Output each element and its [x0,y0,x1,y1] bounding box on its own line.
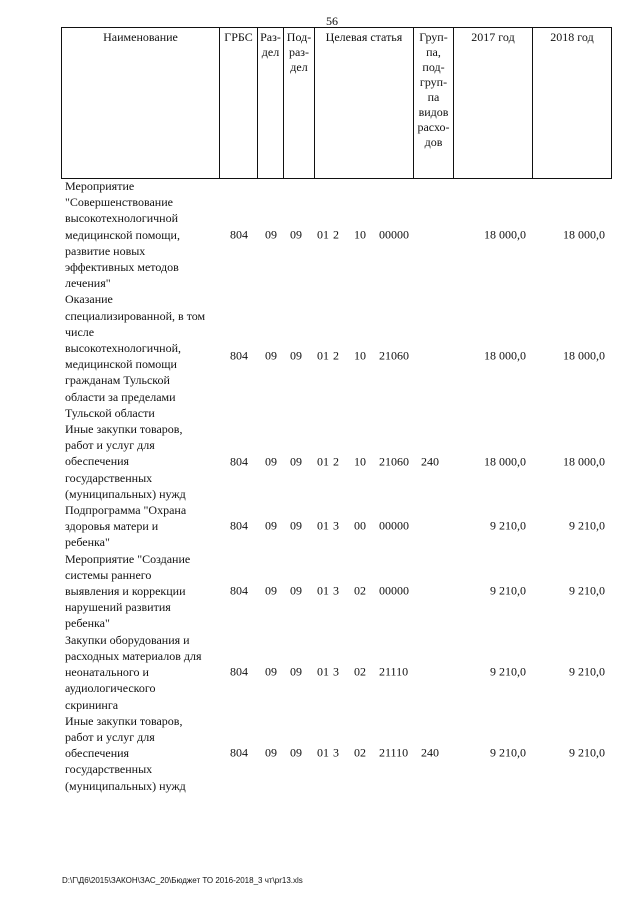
row-podrazdel: 09 [290,664,302,679]
header-target: Целевая статья [315,28,414,179]
row-target-event: 10 [354,454,366,469]
row-name-line: работ и услуг для [65,729,155,744]
row-name-line: медицинской помощи, [65,227,180,242]
row-name-line: неонатального и [65,665,149,680]
row-name-line: эффективных методов [65,260,179,275]
header-grbs: ГРБС [220,28,258,179]
row-razdel: 09 [265,348,277,363]
table-row [61,551,611,632]
row-amount-2017: 9 210,0 [490,664,526,679]
row-name-line: лечения" [65,276,111,291]
page-number: 56 [326,14,338,28]
row-expense-group: 240 [421,454,439,469]
row-name-line: скрининга [65,697,119,712]
row-target-program: 01 [317,518,329,533]
row-amount-2018: 18 000,0 [563,454,605,469]
row-name-line: государственных [65,762,153,777]
table-row [61,178,611,291]
row-target-direction: 21060 [379,348,409,363]
row-name-line: выявления и коррекции [65,584,186,599]
row-name-line: Подпрограмма "Охрана [65,503,187,518]
row-podrazdel: 09 [290,454,302,469]
row-amount-2018: 18 000,0 [563,348,605,363]
row-name-line: обеспечения [65,454,130,469]
file-path-footer: D:\Г\Д6\2015\ЗАКОН\ЗАС_20\Бюджет ТО 2016-2018_3 чт\pr13.xls [62,876,303,885]
row-name-line: расходных материалов для [65,648,202,663]
row-name-line: развитие новых [65,243,146,258]
row-name [61,291,221,421]
row-name-line: Закупки оборудования и [65,632,190,647]
row-grbs: 804 [230,745,248,760]
row-target-program: 01 [317,454,329,469]
row-target-subprogram: 3 [333,518,339,533]
row-razdel: 09 [265,227,277,242]
row-target-subprogram: 3 [333,583,339,598]
row-grbs: 804 [230,227,248,242]
row-name-line: ребенка" [65,616,110,631]
header-2018: 2018 год [533,28,612,179]
row-name-line: обеспечения [65,746,130,761]
row-target-subprogram: 3 [333,745,339,760]
table-row [61,502,611,551]
row-podrazdel: 09 [290,583,302,598]
row-podrazdel: 09 [290,745,302,760]
row-amount-2017: 18 000,0 [484,227,526,242]
row-target-direction: 21110 [379,664,409,679]
row-razdel: 09 [265,518,277,533]
row-razdel: 09 [265,664,277,679]
row-name-line: Мероприятие [65,179,135,193]
header-podrazdel: Под- раз- дел [284,28,315,179]
row-target-program: 01 [317,745,329,760]
row-name-line: гражданам Тульской [65,373,170,388]
row-razdel: 09 [265,583,277,598]
row-name-line: (муниципальных) нужд [65,778,186,793]
row-podrazdel: 09 [290,348,302,363]
row-name-line: здоровья матери и [65,519,159,534]
table-row [61,291,611,421]
row-name [61,178,221,291]
row-name-line: нарушений развития [65,600,171,615]
row-name-line: работ и услуг для [65,438,155,453]
row-razdel: 09 [265,454,277,469]
row-amount-2018: 9 210,0 [569,518,605,533]
row-razdel: 09 [265,745,277,760]
row-name-line: (муниципальных) нужд [65,486,186,501]
header-2017: 2017 год [454,28,533,179]
row-target-event: 00 [354,518,366,533]
table-header [61,27,612,179]
row-grbs: 804 [230,518,248,533]
row-target-event: 10 [354,348,366,363]
row-name [61,421,221,502]
row-target-subprogram: 2 [333,227,339,242]
header-group: Груп- па, под- груп- па видов расхо- дов [414,28,454,179]
row-amount-2018: 18 000,0 [563,227,605,242]
row-amount-2017: 18 000,0 [484,454,526,469]
row-target-event: 02 [354,583,366,598]
row-amount-2017: 9 210,0 [490,518,526,533]
table-row [61,632,611,713]
row-grbs: 804 [230,583,248,598]
row-name [61,713,221,794]
row-name [61,632,221,713]
row-name-line: Иные закупки товаров, [65,422,183,437]
row-name-line: ребенка" [65,535,110,550]
row-name-line: "Совершенствование [65,195,173,210]
row-name-line: системы раннего [65,567,152,582]
row-name [61,502,221,551]
row-name-line: медицинской помощи [65,357,177,372]
table-body [61,178,611,794]
row-target-direction: 00000 [379,518,409,533]
row-target-event: 02 [354,745,366,760]
row-target-program: 01 [317,664,329,679]
row-name-line: государственных [65,470,153,485]
table-row [61,421,611,502]
row-target-direction: 21110 [379,745,409,760]
header-razdel: Раз- дел [258,28,284,179]
row-amount-2018: 9 210,0 [569,664,605,679]
row-target-event: 02 [354,664,366,679]
row-target-direction: 00000 [379,583,409,598]
row-target-event: 10 [354,227,366,242]
row-name-line: области за пределами [65,389,176,404]
row-name-line: аудиологического [65,681,156,696]
row-name-line: Мероприятие "Создание [65,551,191,566]
row-name-line: Оказание [65,292,113,307]
row-amount-2017: 9 210,0 [490,745,526,760]
row-name-line: числе [65,324,95,339]
row-target-program: 01 [317,348,329,363]
header-name: Наименование [62,28,220,179]
row-target-subprogram: 2 [333,454,339,469]
row-amount-2018: 9 210,0 [569,745,605,760]
row-name-line: Иные закупки товаров, [65,713,183,728]
row-target-subprogram: 2 [333,348,339,363]
table-row [61,713,611,794]
row-grbs: 804 [230,348,248,363]
row-name-line: специализированной, в том [65,308,206,323]
row-name-line: высокотехнологичной [65,211,179,226]
row-name [61,551,221,632]
row-grbs: 804 [230,664,248,679]
row-target-direction: 00000 [379,227,409,242]
row-name-line: высокотехнологичной, [65,341,182,356]
row-grbs: 804 [230,454,248,469]
row-podrazdel: 09 [290,227,302,242]
row-target-program: 01 [317,583,329,598]
row-amount-2018: 9 210,0 [569,583,605,598]
row-target-direction: 21060 [379,454,409,469]
row-name-line: Тульской области [65,405,155,420]
row-expense-group: 240 [421,745,439,760]
row-podrazdel: 09 [290,518,302,533]
row-amount-2017: 18 000,0 [484,348,526,363]
row-target-program: 01 [317,227,329,242]
row-amount-2017: 9 210,0 [490,583,526,598]
row-target-subprogram: 3 [333,664,339,679]
